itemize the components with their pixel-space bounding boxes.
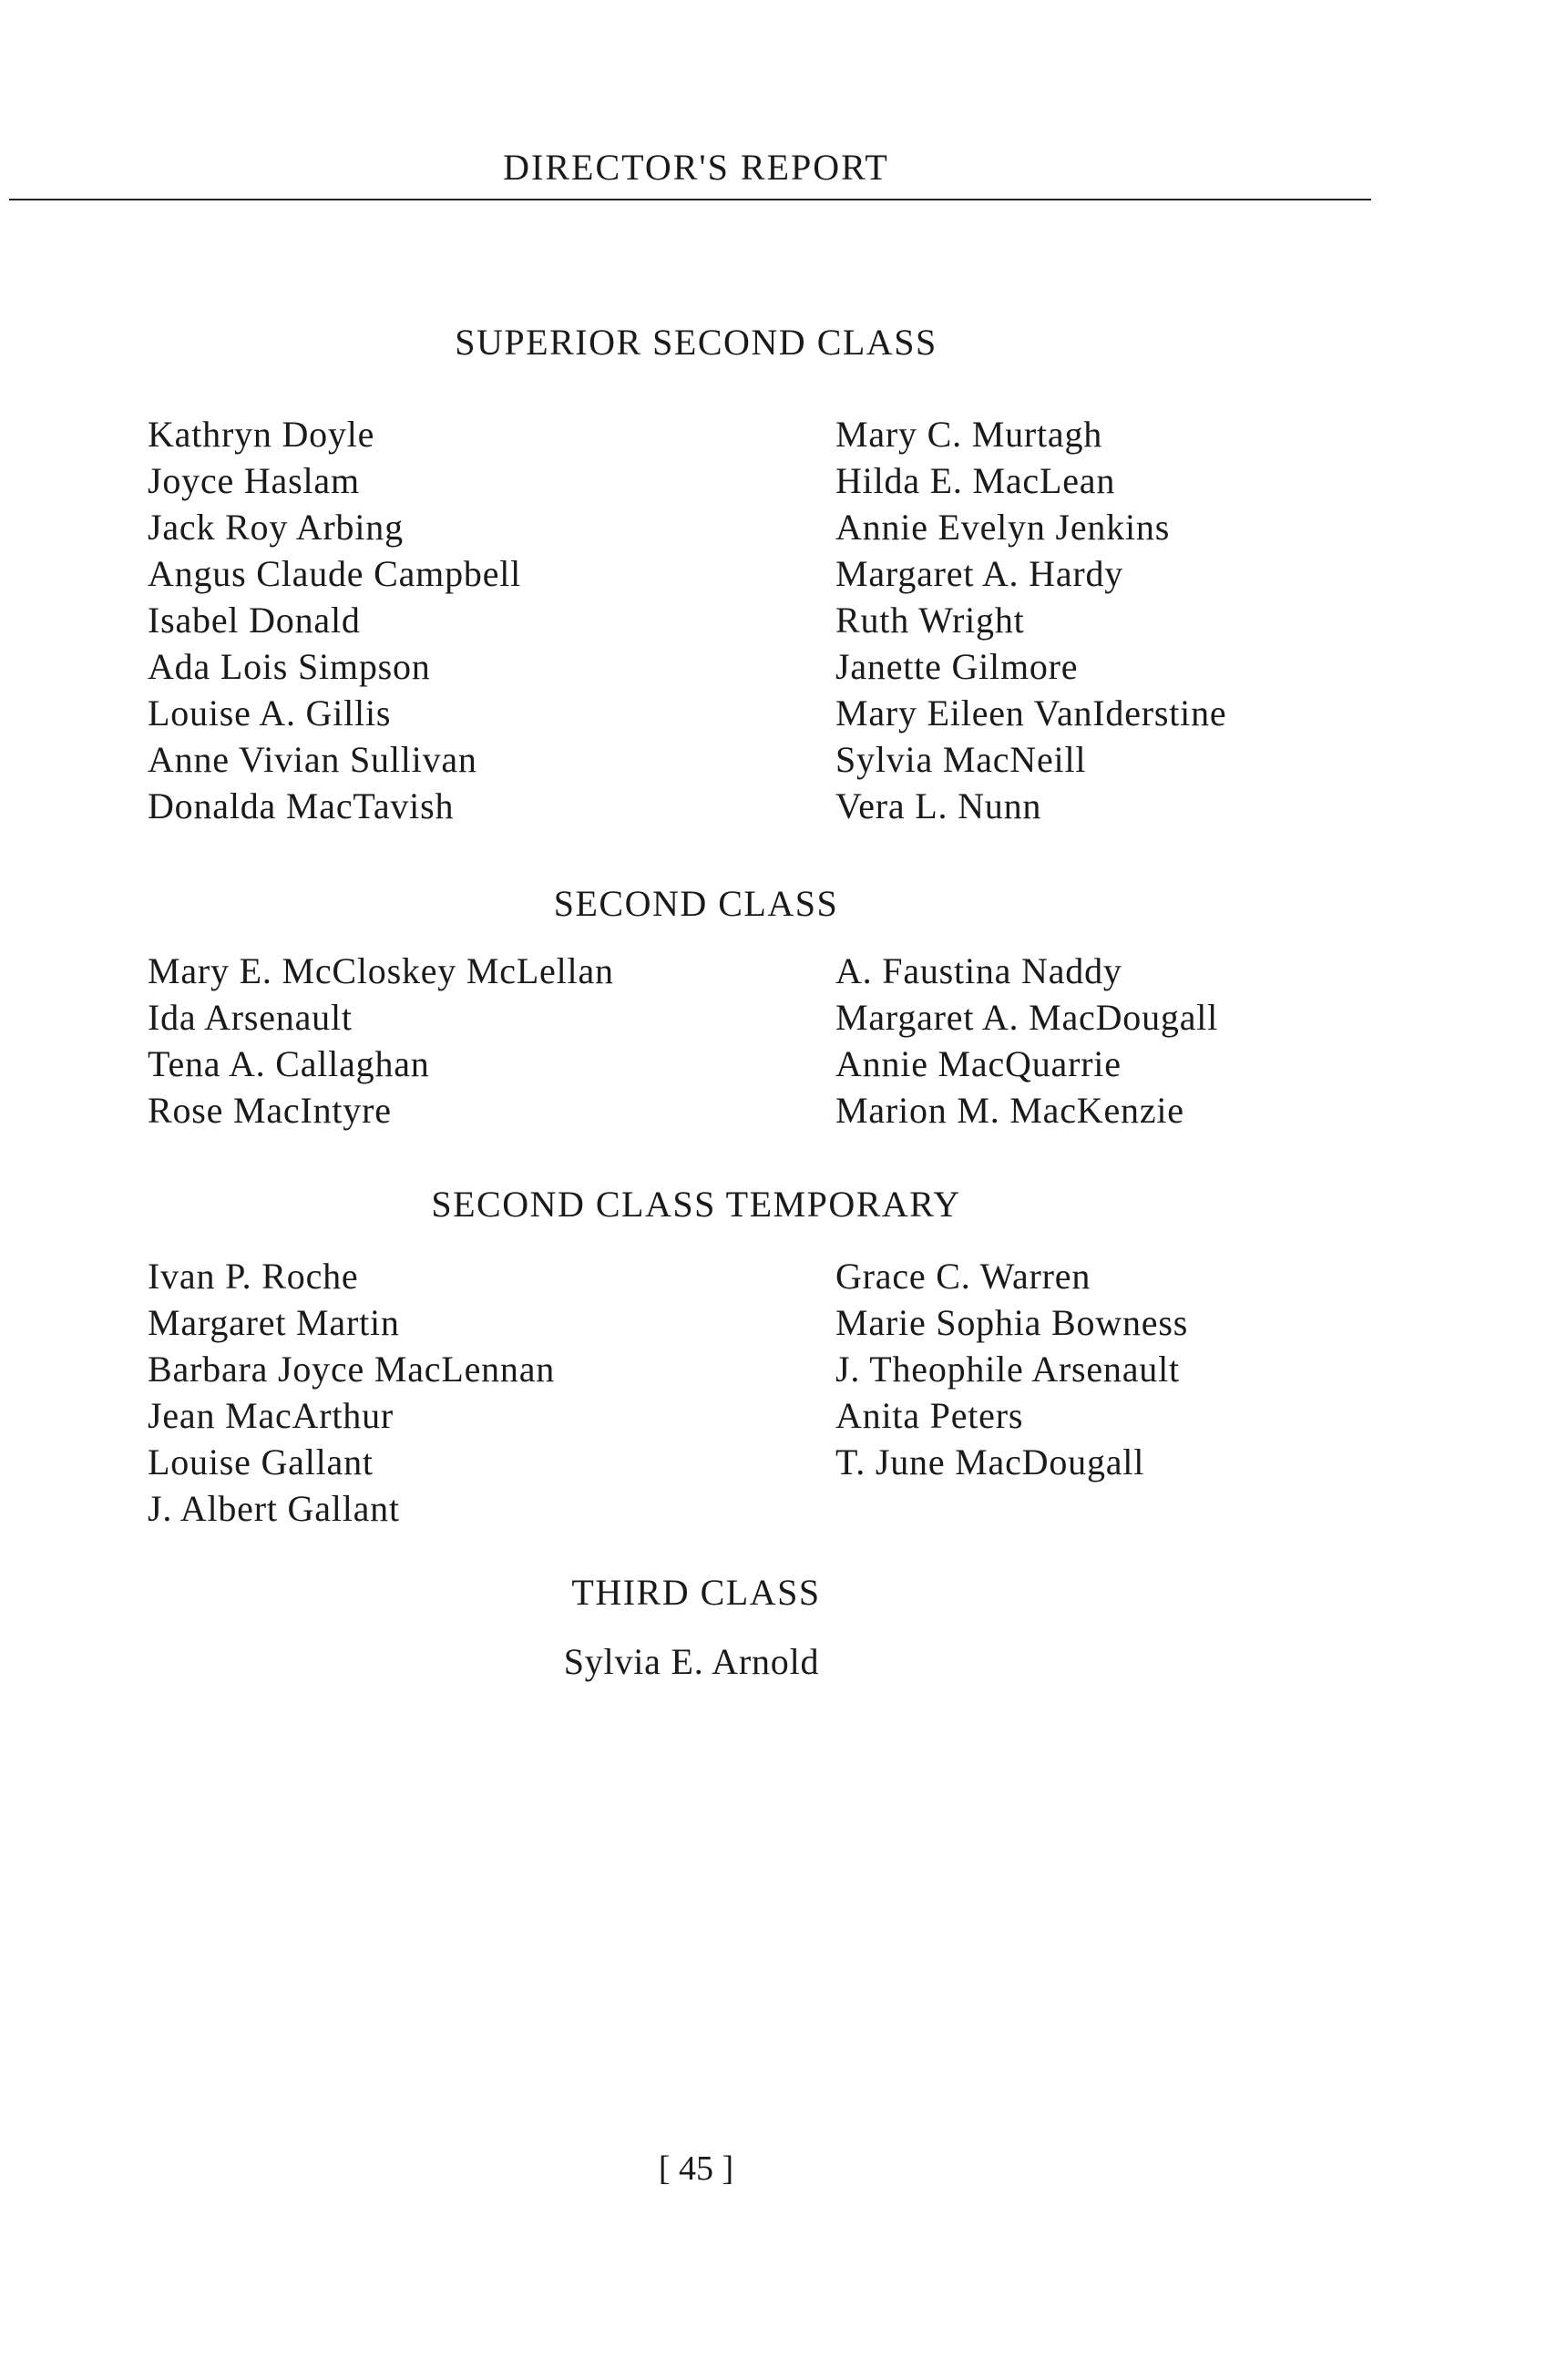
list-item: Hilda E. MacLean xyxy=(835,460,1116,501)
list-item: Marion M. MacKenzie xyxy=(835,1090,1184,1131)
second-class-left-list xyxy=(148,948,614,1134)
superior-second-class-right-list xyxy=(835,411,1226,829)
list-item: Ivan P. Roche xyxy=(148,1256,359,1297)
header-rule xyxy=(9,199,1371,200)
section-title-second-class-temporary: SECOND CLASS TEMPORARY xyxy=(431,1184,961,1225)
second-class-temporary-right-list xyxy=(835,1253,1188,1485)
list-item: Joyce Haslam xyxy=(148,460,360,501)
list-item: J. Theophile Arsenault xyxy=(835,1349,1180,1390)
list-item: Kathryn Doyle xyxy=(148,414,375,455)
list-item: Anne Vivian Sullivan xyxy=(148,739,477,780)
list-item: A. Faustina Naddy xyxy=(835,950,1122,991)
superior-second-class-left-list xyxy=(148,411,521,829)
list-item: Donalda MacTavish xyxy=(148,785,455,826)
list-item: Margaret A. MacDougall xyxy=(835,997,1219,1038)
list-item: Jack Roy Arbing xyxy=(148,507,404,548)
list-item: Rose MacIntyre xyxy=(148,1090,392,1131)
third-class-name: Sylvia E. Arnold xyxy=(563,1641,820,1682)
list-item: Vera L. Nunn xyxy=(835,785,1042,826)
list-item: Anita Peters xyxy=(835,1395,1024,1436)
second-class-right-list xyxy=(835,948,1218,1134)
list-item: Marie Sophia Bowness xyxy=(835,1302,1189,1343)
list-item: Sylvia MacNeill xyxy=(835,739,1087,780)
list-item: Isabel Donald xyxy=(148,600,361,641)
list-item: Mary C. Murtagh xyxy=(835,414,1103,455)
list-item: Ida Arsenault xyxy=(148,997,353,1038)
list-item: Tena A. Callaghan xyxy=(148,1043,430,1084)
list-item: Louise A. Gillis xyxy=(148,692,392,733)
list-item: Janette Gilmore xyxy=(835,646,1079,687)
list-item: Louise Gallant xyxy=(148,1441,374,1482)
list-item: Margaret A. Hardy xyxy=(835,553,1124,594)
page-number: [ 45 ] xyxy=(658,2149,734,2188)
list-item: T. June MacDougall xyxy=(835,1441,1145,1482)
list-item: Barbara Joyce MacLennan xyxy=(148,1349,556,1390)
list-item: Ada Lois Simpson xyxy=(148,646,431,687)
list-item: Angus Claude Campbell xyxy=(148,553,522,594)
section-title-superior-second-class: SUPERIOR SECOND CLASS xyxy=(455,322,937,363)
running-head: DIRECTOR'S REPORT xyxy=(503,147,889,188)
list-item: Mary Eileen VanIderstine xyxy=(835,692,1227,733)
list-item: Ruth Wright xyxy=(835,600,1025,641)
list-item: J. Albert Gallant xyxy=(148,1488,400,1529)
section-title-third-class: THIRD CLASS xyxy=(571,1572,821,1613)
list-item: Grace C. Warren xyxy=(835,1256,1091,1297)
second-class-temporary-left-list xyxy=(148,1253,555,1532)
section-title-second-class: SECOND CLASS xyxy=(553,883,839,924)
list-item: Mary E. McCloskey McLellan xyxy=(148,950,614,991)
list-item: Annie Evelyn Jenkins xyxy=(835,507,1171,548)
list-item: Annie MacQuarrie xyxy=(835,1043,1122,1084)
list-item: Jean MacArthur xyxy=(148,1395,394,1436)
list-item: Margaret Martin xyxy=(148,1302,400,1343)
